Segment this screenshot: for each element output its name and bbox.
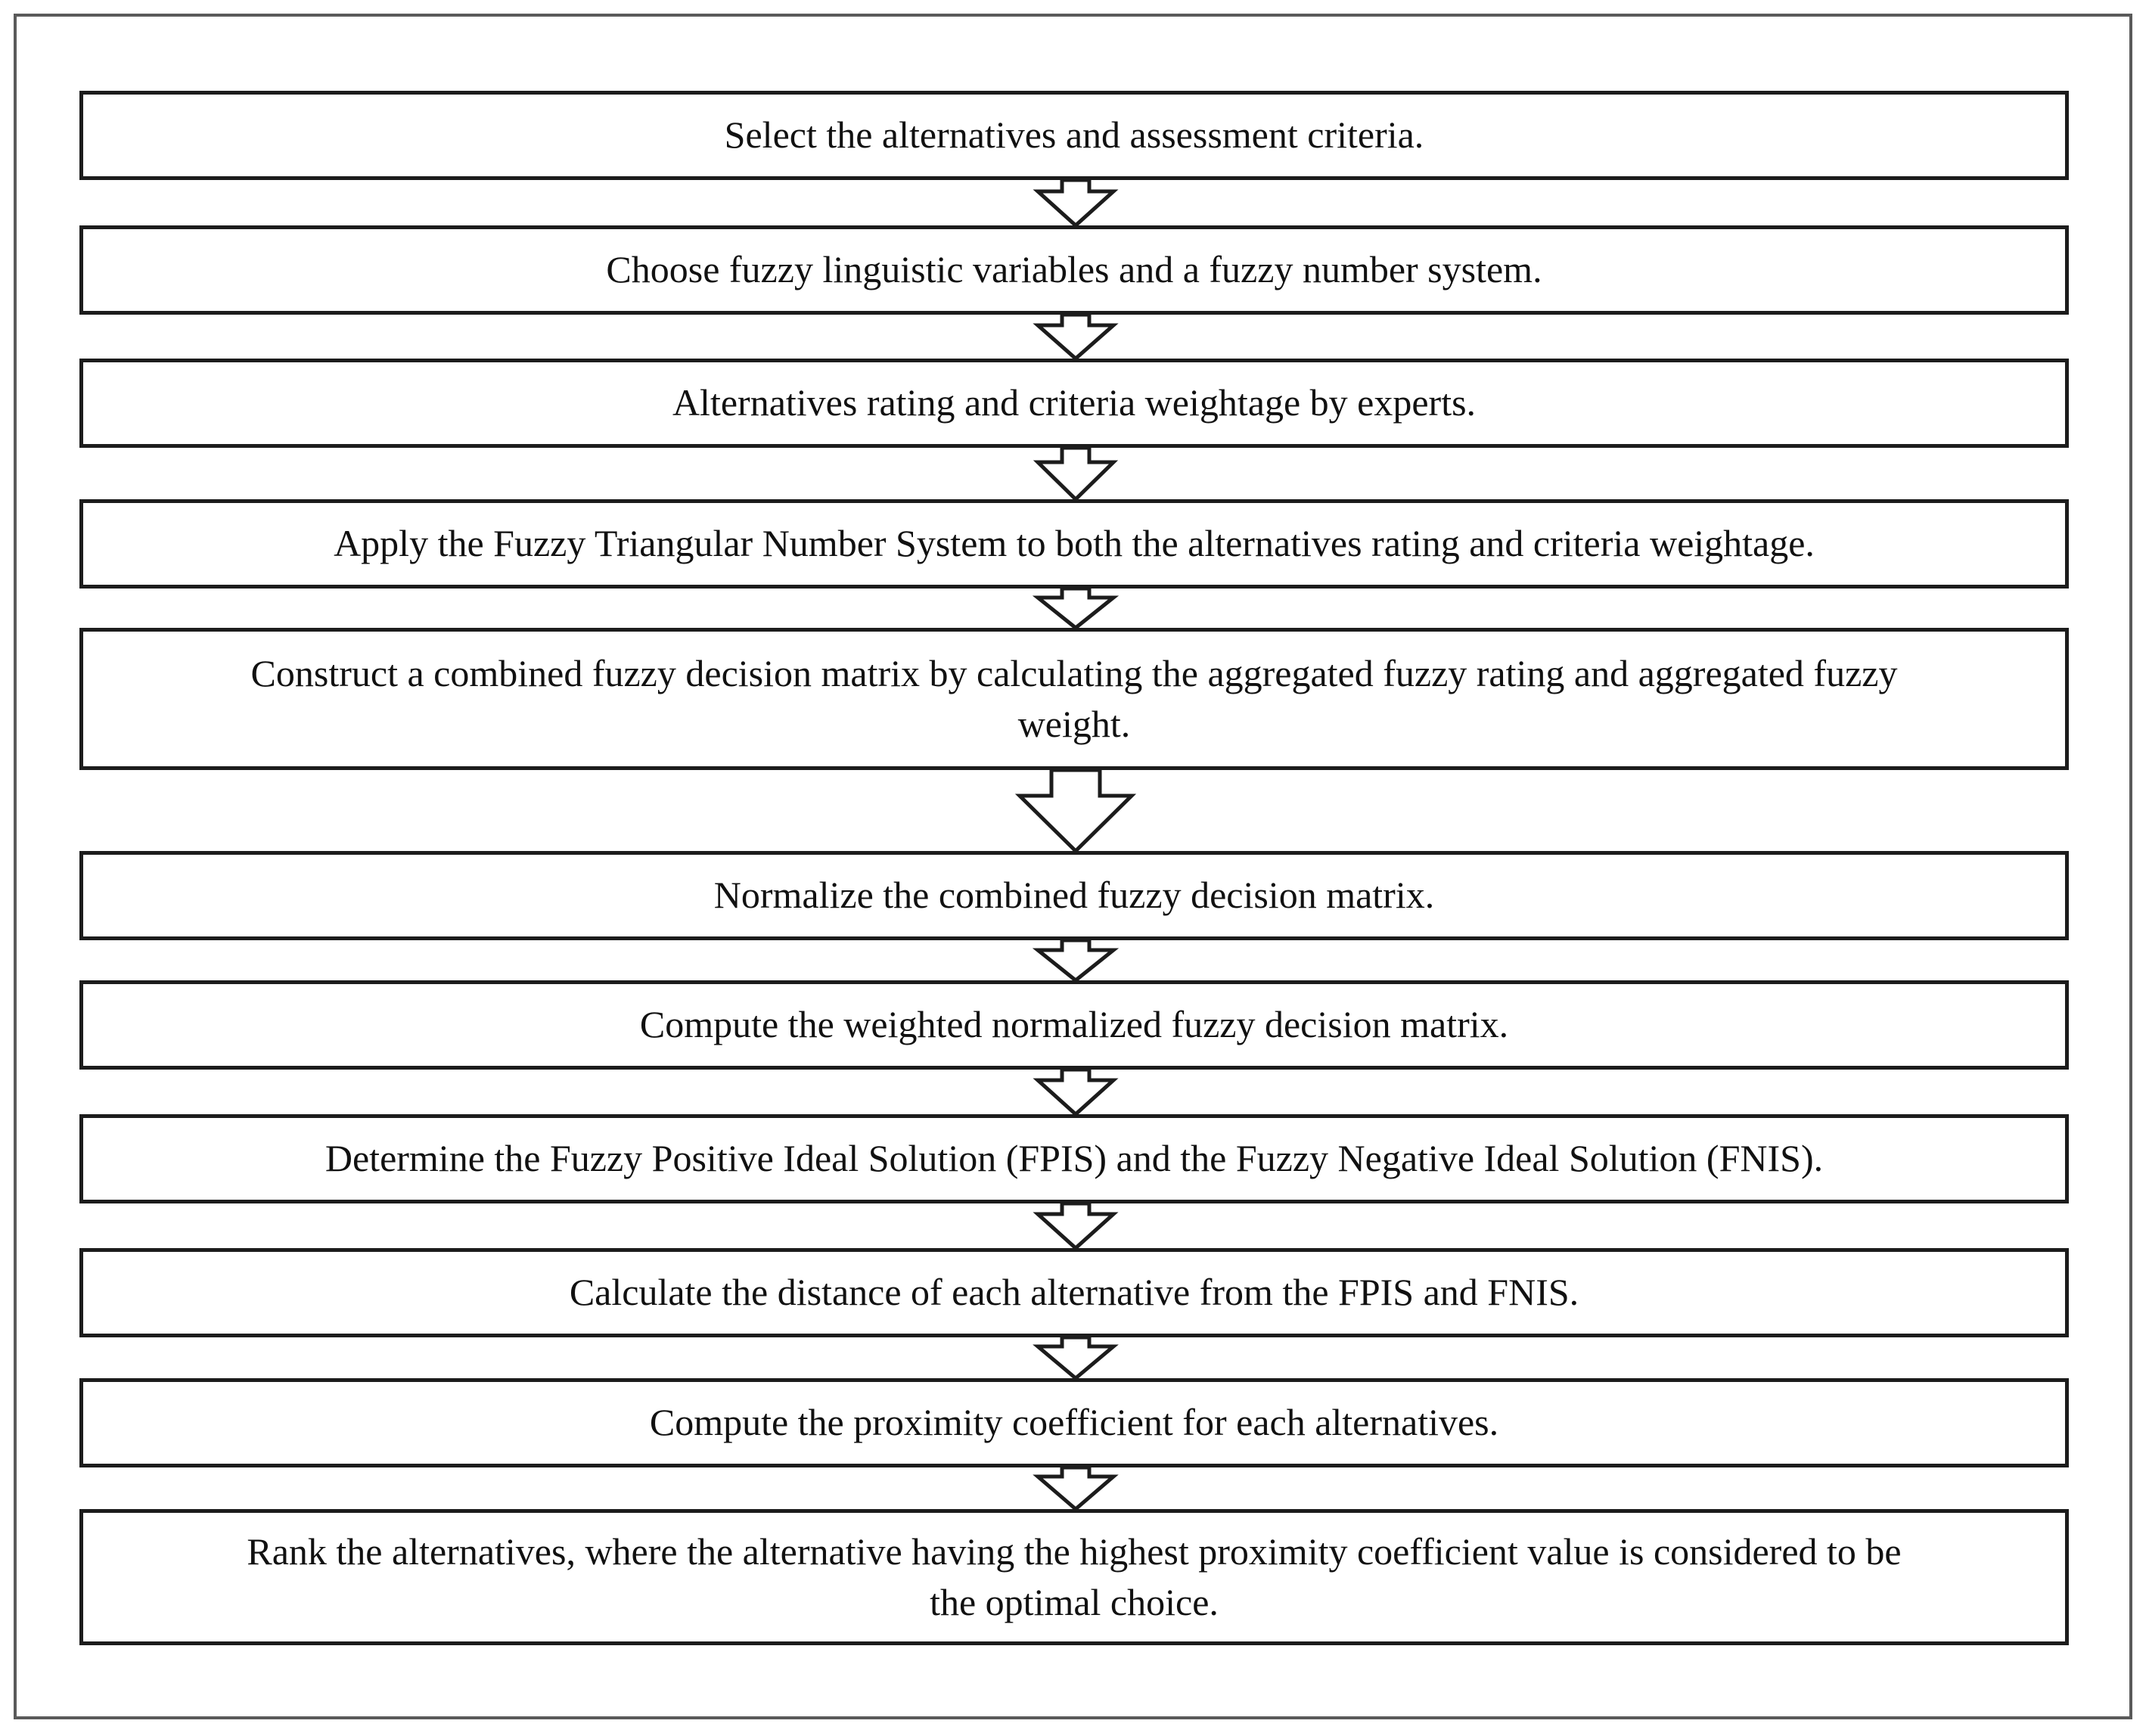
step-text-7: Compute the weighted normalized fuzzy decision matrix. [639, 1003, 1509, 1046]
step-text-6: Normalize the combined fuzzy decision matrix. [713, 874, 1435, 917]
step-box-9 [79, 1248, 2069, 1337]
step-box-1 [79, 91, 2069, 180]
step-box-5 [79, 628, 2069, 770]
step-box-11 [79, 1509, 2069, 1645]
step-box-7 [79, 980, 2069, 1070]
step-text-9: Calculate the distance of each alternative from the FPIS and FNIS. [569, 1271, 1579, 1314]
step-box-3 [79, 359, 2069, 448]
step-text-1: Select the alternatives and assessment criteria. [724, 113, 1424, 157]
step-text-10: Compute the proximity coefficient for each alternatives. [649, 1401, 1499, 1444]
step-box-6 [79, 851, 2069, 940]
step-text-11: Rank the alternatives, where the alternative having the highest proximity coefficient value is considered to be the optimal choice. [247, 1529, 1902, 1623]
step-text-5: Construct a combined fuzzy decision matrix by calculating the aggregated fuzzy rating and aggregated fuzzy weight. [250, 651, 1898, 745]
step-box-10 [79, 1378, 2069, 1467]
step-text-2: Choose fuzzy linguistic variables and a fuzzy number system. [606, 248, 1542, 291]
step-box-4 [79, 499, 2069, 589]
step-text-8: Determine the Fuzzy Positive Ideal Solution (FPIS) and the Fuzzy Negative Ideal Solution (FNIS). [325, 1137, 1824, 1180]
step-text-3: Alternatives rating and criteria weightage by experts. [672, 381, 1477, 424]
step-box-2 [79, 225, 2069, 315]
step-box-8 [79, 1114, 2069, 1203]
step-text-4: Apply the Fuzzy Triangular Number System to both the alternatives rating and criteria weightage. [334, 522, 1815, 565]
